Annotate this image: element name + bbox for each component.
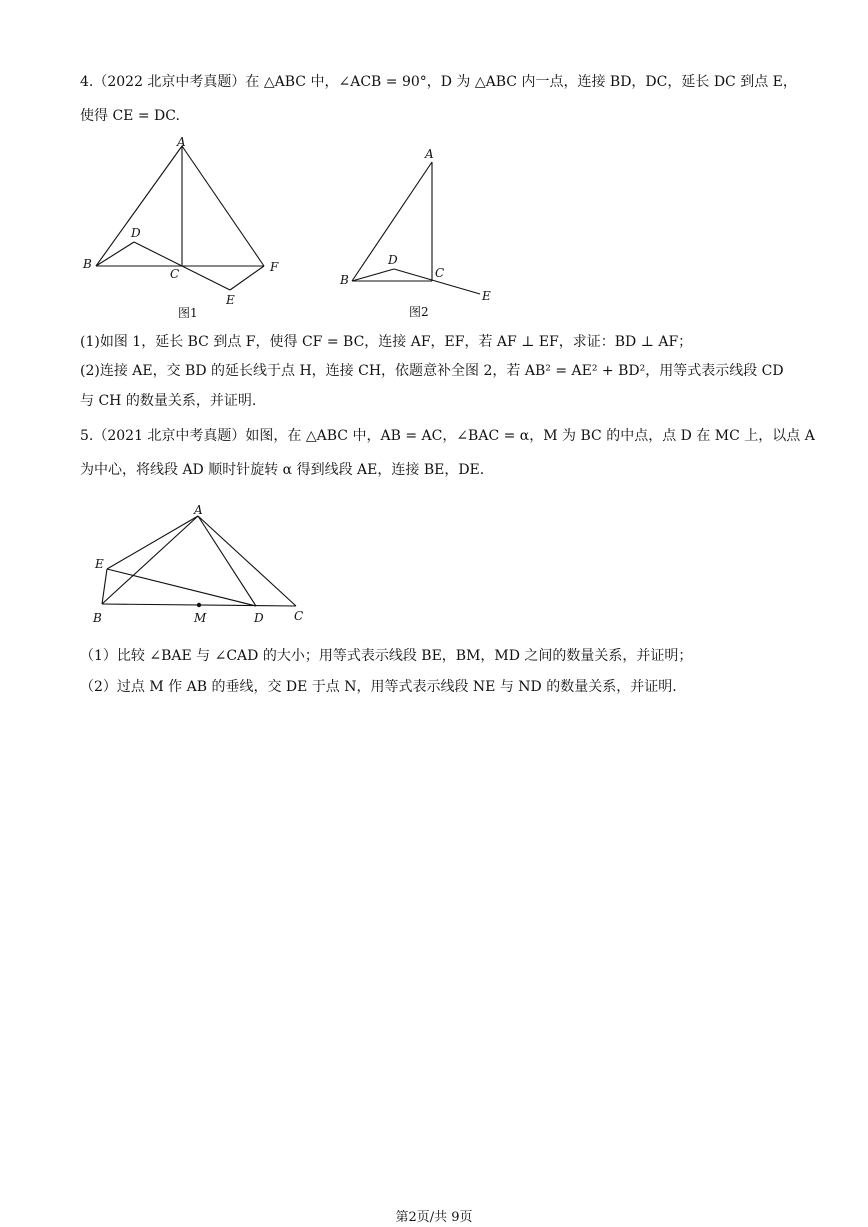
q4-part1: (1)如图 1，延长 BC 到点 F，使得 CF = BC，连接 AF，EF，若 AF ⊥ EF，求证：BD ⊥ AF； xyxy=(80,334,693,350)
fig2-label-B: B xyxy=(340,273,349,287)
q5-part2: （2）过点 M 作 AB 的垂线，交 DE 于点 N，用等式表示线段 NE 与 ND 的数量关系，并证明. xyxy=(80,679,677,695)
fig1-seg-BD xyxy=(96,242,134,266)
fig2-label-C: C xyxy=(435,266,445,280)
fig2-label-E: E xyxy=(482,289,491,303)
fig5-seg-ED xyxy=(107,569,256,606)
fig2-label-D: D xyxy=(388,253,398,267)
page-footer: 第2页/共 9页 xyxy=(395,1210,473,1225)
fig1-label-E: E xyxy=(226,293,235,307)
fig5-label-C: C xyxy=(294,609,304,623)
fig1-label-C: C xyxy=(170,267,180,281)
fig5-seg-AE xyxy=(107,516,198,569)
fig5-label-M: M xyxy=(194,611,207,625)
fig5-label-A: A xyxy=(194,503,203,517)
fig5-label-E: E xyxy=(95,557,104,571)
fig1-label-B: B xyxy=(83,257,92,271)
fig1-seg-AB xyxy=(96,146,182,266)
q4-part2-line2: 与 CH 的数量关系，并证明. xyxy=(80,393,257,409)
fig1-label-D: D xyxy=(131,226,141,240)
q5-part1: （1）比较 ∠BAE 与 ∠CAD 的大小；用等式表示线段 BE，BM，MD 之间的数量关系，并证明； xyxy=(80,648,693,664)
fig2-caption: 图2 xyxy=(409,305,429,319)
q4-line1: 4.（2022 北京中考真题）在 △ABC 中，∠ACB = 90°，D 为 △ABC 内一点，连接 BD，DC，延长 DC 到点 E， xyxy=(80,74,797,90)
fig1-seg-EF xyxy=(230,266,264,290)
fig5-label-B: B xyxy=(93,611,102,625)
q5-line2: 为中心，将线段 AD 顺时针旋转 α 得到线段 AE，连接 BE，DE. xyxy=(80,462,485,478)
fig5-seg-AB xyxy=(102,516,198,604)
fig2-label-A: A xyxy=(425,147,434,161)
q4-figure-1 xyxy=(80,136,300,326)
q4-figure-2 xyxy=(336,140,506,326)
q5-line1: 5.（2021 北京中考真题）如图，在 △ABC 中，AB = AC，∠BAC = α，M 为 BC 的中点，点 D 在 MC 上，以点 A xyxy=(80,428,815,444)
fig1-label-A: A xyxy=(177,135,186,149)
fig1-caption: 图1 xyxy=(178,306,198,320)
fig5-seg-BE xyxy=(102,569,107,604)
fig5-label-D: D xyxy=(254,611,264,625)
fig1-seg-AF xyxy=(182,146,264,266)
fig1-label-F: F xyxy=(270,260,279,274)
q4-line2: 使得 CE = DC. xyxy=(80,108,180,124)
q4-part2-line1: (2)连接 AE，交 BD 的延长线于点 H，连接 CH，依题意补全图 2，若 AB² = AE² + BD²，用等式表示线段 CD xyxy=(80,363,784,379)
fig5-point-M xyxy=(197,603,201,607)
q5-figure xyxy=(80,496,320,636)
